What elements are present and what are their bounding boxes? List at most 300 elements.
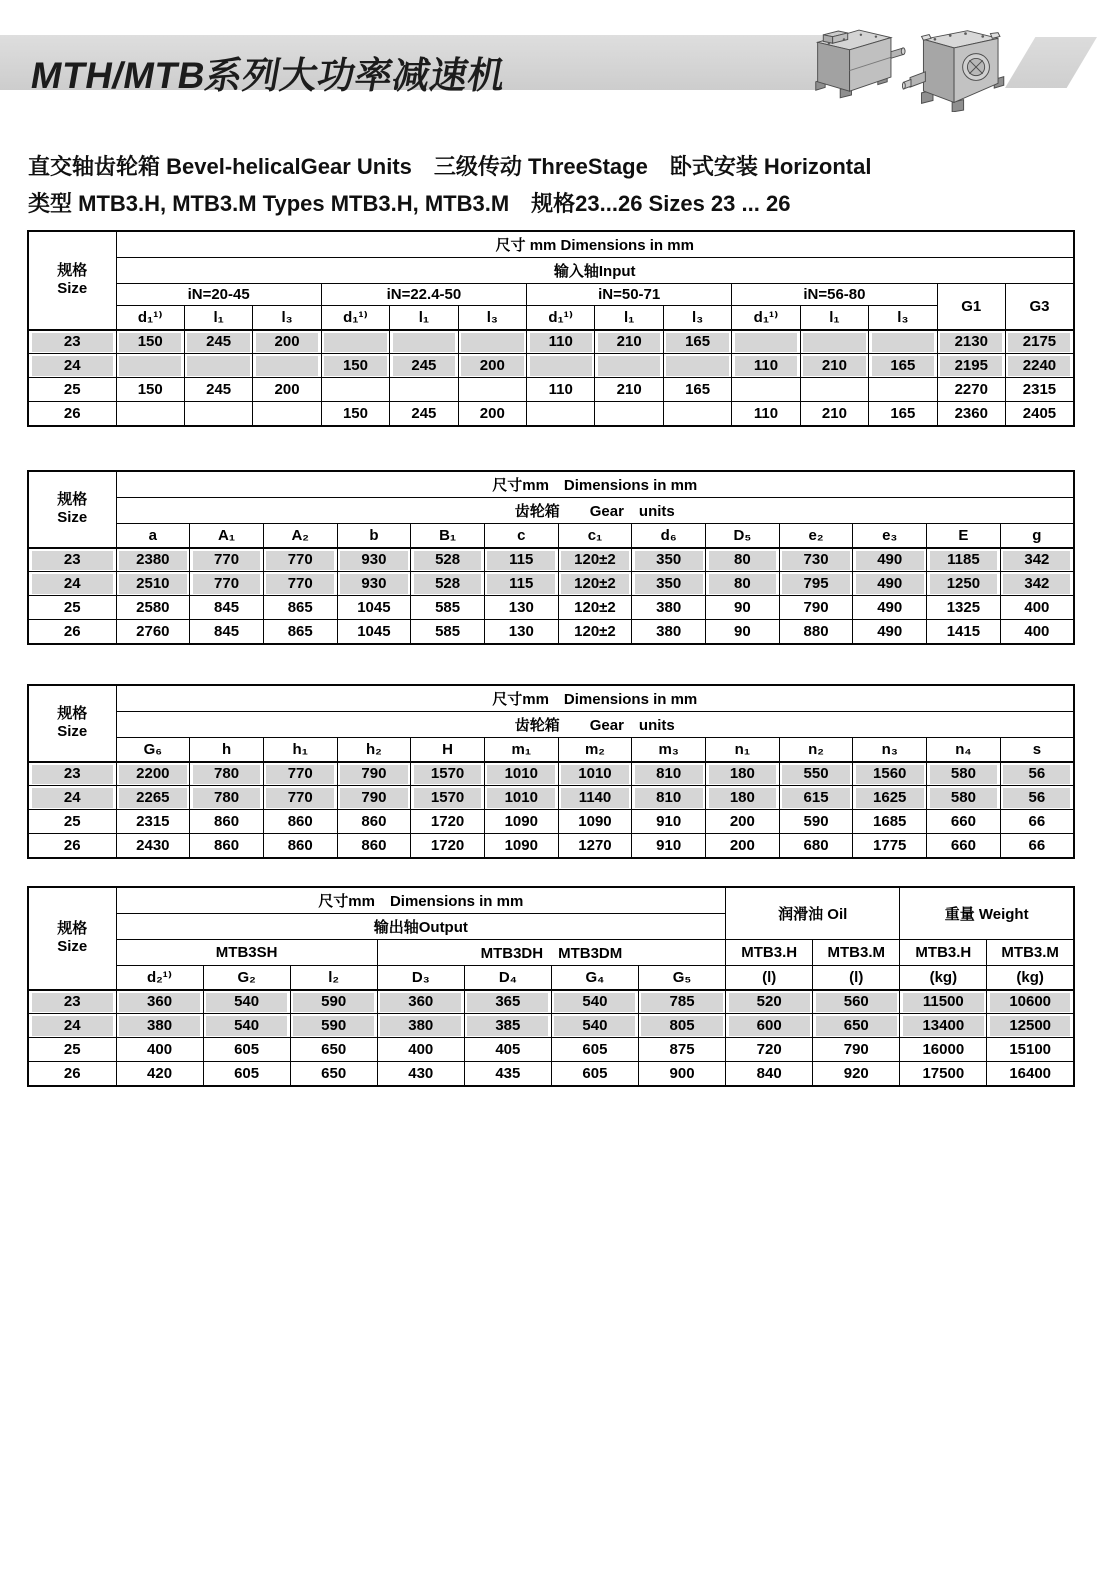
- column-header: G₂: [203, 966, 290, 990]
- table-head: [28, 887, 1074, 990]
- value-cell: 120±2: [558, 620, 632, 644]
- size-value: 23: [28, 330, 116, 354]
- value-cell: 56: [1000, 786, 1074, 810]
- value-cell: 680: [779, 834, 853, 858]
- value-cell: 1090: [484, 810, 558, 834]
- value-cell: 200: [253, 378, 321, 402]
- column-header: l₃: [869, 306, 937, 330]
- value-cell: [253, 402, 321, 426]
- value-cell: 540: [203, 990, 290, 1014]
- value-cell: 865: [263, 596, 337, 620]
- column-header: d₁¹⁾: [527, 306, 595, 330]
- value-cell: 590: [779, 810, 853, 834]
- value-cell: 400: [116, 1038, 203, 1062]
- size-column-header: [28, 685, 116, 762]
- value-cell: 16000: [900, 1038, 987, 1062]
- size-row-23: [28, 548, 1074, 572]
- column-header: n₁: [706, 738, 780, 762]
- weight-model-header: MTB3.H: [900, 940, 987, 966]
- value-cell: [253, 354, 321, 378]
- size-value: 26: [28, 402, 116, 426]
- value-cell: 770: [263, 572, 337, 596]
- value-cell: 780: [190, 786, 264, 810]
- value-cell: 10600: [987, 990, 1074, 1014]
- value-cell: 790: [813, 1038, 900, 1062]
- value-cell: 1010: [558, 762, 632, 786]
- value-cell: 115: [484, 572, 558, 596]
- column-header: A₂: [263, 524, 337, 548]
- value-cell: 1325: [927, 596, 1001, 620]
- value-cell: [869, 330, 937, 354]
- column-header: h₂: [337, 738, 411, 762]
- value-cell: 130: [484, 596, 558, 620]
- size-row-24: [28, 1014, 1074, 1038]
- gear-unit-photo-right: [902, 24, 1008, 112]
- column-header: D₄: [464, 966, 551, 990]
- value-cell: [663, 354, 731, 378]
- value-cell: 785: [638, 990, 725, 1014]
- value-cell: 180: [706, 786, 780, 810]
- value-cell: [321, 330, 389, 354]
- size-header-cn: 规格: [57, 491, 88, 509]
- output-shaft-oil-weight-table: [27, 886, 1075, 1087]
- value-cell: [184, 402, 252, 426]
- input-shaft-section-header: 输入轴Input: [116, 258, 1074, 284]
- value-cell: 865: [263, 620, 337, 644]
- size-value: 23: [28, 548, 116, 572]
- column-header: a: [116, 524, 190, 548]
- value-cell: [527, 402, 595, 426]
- value-cell: 490: [853, 572, 927, 596]
- value-cell: [663, 402, 731, 426]
- value-cell: 2200: [116, 762, 190, 786]
- value-cell: [390, 330, 458, 354]
- size-value: 24: [28, 1014, 116, 1038]
- column-header: l₁: [595, 306, 663, 330]
- size-value: 26: [28, 1062, 116, 1086]
- column-header: l₁: [184, 306, 252, 330]
- size-row-26: [28, 402, 1074, 426]
- value-cell: 860: [337, 834, 411, 858]
- value-cell: 165: [869, 354, 937, 378]
- value-cell: 110: [732, 354, 800, 378]
- value-cell: 790: [337, 762, 411, 786]
- value-cell: 520: [726, 990, 813, 1014]
- column-header: G₅: [638, 966, 725, 990]
- column-header: A₁: [190, 524, 264, 548]
- value-cell: 875: [638, 1038, 725, 1062]
- size-row-24: [28, 572, 1074, 596]
- column-header: d₁¹⁾: [116, 306, 184, 330]
- value-cell: 1560: [853, 762, 927, 786]
- ratio-group-header: iN=50-71: [527, 284, 732, 306]
- header-band-accent: [1005, 37, 1097, 88]
- value-cell: 165: [663, 378, 731, 402]
- value-cell: 385: [464, 1014, 551, 1038]
- value-cell: 490: [853, 548, 927, 572]
- subtitle-line-1: 直交轴齿轮箱 Bevel-helicalGear Units 三级传动 ThreeStage 卧式安装 Horizontal: [28, 154, 872, 179]
- value-cell: 1045: [337, 596, 411, 620]
- value-cell: [732, 378, 800, 402]
- size-value: 25: [28, 378, 116, 402]
- value-cell: 150: [321, 354, 389, 378]
- value-cell: 13400: [900, 1014, 987, 1038]
- value-cell: 930: [337, 548, 411, 572]
- value-cell: [390, 378, 458, 402]
- value-cell: [800, 378, 868, 402]
- column-header: D₃: [377, 966, 464, 990]
- column-header: l₁: [800, 306, 868, 330]
- size-value: 26: [28, 834, 116, 858]
- value-cell: 605: [551, 1062, 638, 1086]
- size-header-en: Size: [57, 938, 88, 956]
- value-cell: 200: [706, 810, 780, 834]
- value-cell: 200: [253, 330, 321, 354]
- page-title: MTH/MTB系列大功率减速机: [27, 55, 510, 96]
- column-header: n₂: [779, 738, 853, 762]
- value-cell: 2315: [1005, 378, 1073, 402]
- output-shaft-section-header: 输出轴Output: [116, 914, 726, 940]
- value-cell: 860: [190, 834, 264, 858]
- size-row-24: [28, 354, 1074, 378]
- value-cell: 110: [732, 402, 800, 426]
- value-cell: 17500: [900, 1062, 987, 1086]
- value-cell: 840: [726, 1062, 813, 1086]
- value-cell: 110: [527, 378, 595, 402]
- value-cell: 2175: [1005, 330, 1073, 354]
- value-cell: 66: [1000, 834, 1074, 858]
- value-cell: 580: [927, 786, 1001, 810]
- column-header: l₂: [290, 966, 377, 990]
- value-cell: 210: [800, 354, 868, 378]
- value-cell: 245: [184, 330, 252, 354]
- value-cell: 115: [484, 548, 558, 572]
- size-header-cn: 规格: [57, 705, 88, 723]
- value-cell: 1090: [558, 810, 632, 834]
- value-cell: 605: [203, 1038, 290, 1062]
- value-cell: 600: [726, 1014, 813, 1038]
- value-cell: 810: [632, 786, 706, 810]
- value-cell: 400: [1000, 620, 1074, 644]
- value-cell: 210: [595, 378, 663, 402]
- column-header: b: [337, 524, 411, 548]
- table-body: [28, 990, 1074, 1086]
- value-cell: [595, 402, 663, 426]
- value-cell: 200: [706, 834, 780, 858]
- value-cell: 560: [813, 990, 900, 1014]
- value-cell: 1720: [411, 810, 485, 834]
- oil-model-header: MTB3.M: [813, 940, 900, 966]
- size-row-25: [28, 378, 1074, 402]
- size-value: 25: [28, 1038, 116, 1062]
- value-cell: 15100: [987, 1038, 1074, 1062]
- value-cell: 615: [779, 786, 853, 810]
- value-cell: 910: [632, 834, 706, 858]
- value-cell: 2380: [116, 548, 190, 572]
- value-cell: 1775: [853, 834, 927, 858]
- column-header: B₁: [411, 524, 485, 548]
- value-cell: 585: [411, 596, 485, 620]
- size-row-26: [28, 1062, 1074, 1086]
- value-cell: 435: [464, 1062, 551, 1086]
- column-header: g: [1000, 524, 1074, 548]
- column-header: l₃: [458, 306, 526, 330]
- model-group-header: MTB3DH MTB3DM: [377, 940, 725, 966]
- size-row-26: [28, 620, 1074, 644]
- value-cell: 650: [813, 1014, 900, 1038]
- value-cell: 1010: [484, 786, 558, 810]
- oil-unit-header: (l): [813, 966, 900, 990]
- value-cell: 342: [1000, 572, 1074, 596]
- value-cell: 605: [203, 1062, 290, 1086]
- value-cell: 1250: [927, 572, 1001, 596]
- value-cell: 810: [632, 762, 706, 786]
- table-head: [28, 471, 1074, 548]
- size-value: 24: [28, 354, 116, 378]
- column-header: m₁: [484, 738, 558, 762]
- value-cell: 2195: [937, 354, 1005, 378]
- column-header: n₄: [927, 738, 1001, 762]
- oil-unit-header: (l): [726, 966, 813, 990]
- size-row-23: [28, 762, 1074, 786]
- value-cell: 2580: [116, 596, 190, 620]
- size-header-en: Size: [57, 723, 88, 741]
- value-cell: 430: [377, 1062, 464, 1086]
- value-cell: [116, 354, 184, 378]
- value-cell: 770: [190, 572, 264, 596]
- value-cell: 165: [869, 402, 937, 426]
- value-cell: [595, 354, 663, 378]
- value-cell: 795: [779, 572, 853, 596]
- ratio-group-header: iN=20-45: [116, 284, 321, 306]
- column-header: d₁¹⁾: [321, 306, 389, 330]
- value-cell: 150: [116, 378, 184, 402]
- value-cell: [800, 330, 868, 354]
- size-header-cn: 规格: [57, 262, 88, 280]
- table-head: [28, 231, 1074, 330]
- table-body: [28, 548, 1074, 644]
- column-header: l₃: [663, 306, 731, 330]
- table-head: [28, 685, 1074, 762]
- value-cell: 80: [706, 572, 780, 596]
- value-cell: 860: [263, 810, 337, 834]
- value-cell: 380: [116, 1014, 203, 1038]
- value-cell: 210: [595, 330, 663, 354]
- ratio-group-header: iN=22.4-50: [321, 284, 526, 306]
- value-cell: 400: [1000, 596, 1074, 620]
- value-cell: 200: [458, 354, 526, 378]
- value-cell: 540: [551, 990, 638, 1014]
- value-cell: 110: [527, 330, 595, 354]
- value-cell: 860: [263, 834, 337, 858]
- value-cell: [321, 378, 389, 402]
- value-cell: 80: [706, 548, 780, 572]
- size-header-en: Size: [57, 509, 88, 527]
- value-cell: 1720: [411, 834, 485, 858]
- value-cell: 245: [184, 378, 252, 402]
- value-cell: [732, 330, 800, 354]
- column-header: d₆: [632, 524, 706, 548]
- value-cell: [458, 330, 526, 354]
- column-header: m₃: [632, 738, 706, 762]
- value-cell: 930: [337, 572, 411, 596]
- table-body: [28, 762, 1074, 858]
- input-shaft-table: [27, 230, 1075, 427]
- column-header: E: [927, 524, 1001, 548]
- value-cell: 770: [263, 548, 337, 572]
- column-header: d₂¹⁾: [116, 966, 203, 990]
- value-cell: 405: [464, 1038, 551, 1062]
- column-header: n₃: [853, 738, 927, 762]
- value-cell: 580: [927, 762, 1001, 786]
- value-cell: 2405: [1005, 402, 1073, 426]
- value-cell: [527, 354, 595, 378]
- weight-model-header: MTB3.M: [987, 940, 1074, 966]
- column-header: d₁¹⁾: [732, 306, 800, 330]
- value-cell: 2430: [116, 834, 190, 858]
- value-cell: 1570: [411, 786, 485, 810]
- value-cell: 490: [853, 596, 927, 620]
- value-cell: 540: [551, 1014, 638, 1038]
- size-value: 26: [28, 620, 116, 644]
- value-cell: 590: [290, 1014, 377, 1038]
- value-cell: 350: [632, 548, 706, 572]
- value-cell: 1270: [558, 834, 632, 858]
- gear-unit-photo-left: [812, 20, 906, 106]
- size-row-24: [28, 786, 1074, 810]
- value-cell: 1685: [853, 810, 927, 834]
- column-header: D₅: [706, 524, 780, 548]
- dimensions-header: 尺寸mm Dimensions in mm: [116, 685, 1074, 712]
- value-cell: 400: [377, 1038, 464, 1062]
- value-cell: 12500: [987, 1014, 1074, 1038]
- value-cell: [116, 402, 184, 426]
- value-cell: 880: [779, 620, 853, 644]
- size-header-cn: 规格: [57, 920, 88, 938]
- value-cell: 2315: [116, 810, 190, 834]
- oil-section-header: 润滑油 Oil: [726, 887, 900, 940]
- column-header: m₂: [558, 738, 632, 762]
- value-cell: 790: [779, 596, 853, 620]
- value-cell: 2130: [937, 330, 1005, 354]
- value-cell: 528: [411, 572, 485, 596]
- value-cell: 180: [706, 762, 780, 786]
- gear-unit-dimensions-table-1: [27, 470, 1075, 645]
- gear-units-section-header: 齿轮箱 Gear units: [116, 498, 1074, 524]
- value-cell: 528: [411, 548, 485, 572]
- value-cell: 120±2: [558, 596, 632, 620]
- value-cell: 120±2: [558, 572, 632, 596]
- value-cell: 650: [290, 1062, 377, 1086]
- value-cell: 770: [263, 786, 337, 810]
- value-cell: 490: [853, 620, 927, 644]
- value-cell: 2510: [116, 572, 190, 596]
- value-cell: 165: [663, 330, 731, 354]
- value-cell: 770: [263, 762, 337, 786]
- weight-section-header: 重量 Weight: [900, 887, 1074, 940]
- gear-units-section-header: 齿轮箱 Gear units: [116, 712, 1074, 738]
- value-cell: 2270: [937, 378, 1005, 402]
- size-row-25: [28, 1038, 1074, 1062]
- value-cell: 245: [390, 354, 458, 378]
- column-header: G₄: [551, 966, 638, 990]
- value-cell: 2760: [116, 620, 190, 644]
- column-header: c₁: [558, 524, 632, 548]
- column-header: e₂: [779, 524, 853, 548]
- dimensions-header: 尺寸mm Dimensions in mm: [116, 471, 1074, 498]
- ratio-group-header: iN=56-80: [732, 284, 937, 306]
- value-cell: 550: [779, 762, 853, 786]
- size-column-header: [28, 887, 116, 990]
- value-cell: 380: [632, 620, 706, 644]
- size-header-en: Size: [57, 280, 88, 298]
- weight-unit-header: (kg): [900, 966, 987, 990]
- column-header: l₃: [253, 306, 321, 330]
- dimensions-header: 尺寸 mm Dimensions in mm: [116, 231, 1074, 258]
- value-cell: 730: [779, 548, 853, 572]
- value-cell: 1185: [927, 548, 1001, 572]
- subtitle-line-2: 类型 MTB3.H, MTB3.M Types MTB3.H, MTB3.M 规格23...26 Sizes 23 ... 26: [28, 191, 791, 216]
- value-cell: 200: [458, 402, 526, 426]
- value-cell: 845: [190, 620, 264, 644]
- value-cell: 90: [706, 596, 780, 620]
- value-cell: 342: [1000, 548, 1074, 572]
- value-cell: 120±2: [558, 548, 632, 572]
- value-cell: 1570: [411, 762, 485, 786]
- size-value: 24: [28, 786, 116, 810]
- value-cell: 860: [190, 810, 264, 834]
- value-cell: 1010: [484, 762, 558, 786]
- value-cell: 380: [632, 596, 706, 620]
- value-cell: 2240: [1005, 354, 1073, 378]
- g1-column-header: G1: [937, 284, 1005, 330]
- size-column-header: [28, 471, 116, 548]
- column-header: H: [411, 738, 485, 762]
- size-row-25: [28, 596, 1074, 620]
- value-cell: 210: [800, 402, 868, 426]
- value-cell: 650: [290, 1038, 377, 1062]
- value-cell: 585: [411, 620, 485, 644]
- value-cell: 720: [726, 1038, 813, 1062]
- value-cell: 1140: [558, 786, 632, 810]
- value-cell: 2265: [116, 786, 190, 810]
- size-column-header: [28, 231, 116, 330]
- column-header: c: [484, 524, 558, 548]
- value-cell: 590: [290, 990, 377, 1014]
- value-cell: 150: [321, 402, 389, 426]
- value-cell: 805: [638, 1014, 725, 1038]
- value-cell: 2360: [937, 402, 1005, 426]
- value-cell: 845: [190, 596, 264, 620]
- value-cell: 605: [551, 1038, 638, 1062]
- value-cell: 770: [190, 548, 264, 572]
- column-header: s: [1000, 738, 1074, 762]
- value-cell: 90: [706, 620, 780, 644]
- size-row-25: [28, 810, 1074, 834]
- value-cell: 780: [190, 762, 264, 786]
- value-cell: 860: [337, 810, 411, 834]
- value-cell: 900: [638, 1062, 725, 1086]
- column-header: G₆: [116, 738, 190, 762]
- size-value: 24: [28, 572, 116, 596]
- value-cell: 1045: [337, 620, 411, 644]
- gear-unit-dimensions-table-2: [27, 684, 1075, 859]
- value-cell: 130: [484, 620, 558, 644]
- size-row-26: [28, 834, 1074, 858]
- value-cell: 150: [116, 330, 184, 354]
- column-header: h₁: [263, 738, 337, 762]
- value-cell: 365: [464, 990, 551, 1014]
